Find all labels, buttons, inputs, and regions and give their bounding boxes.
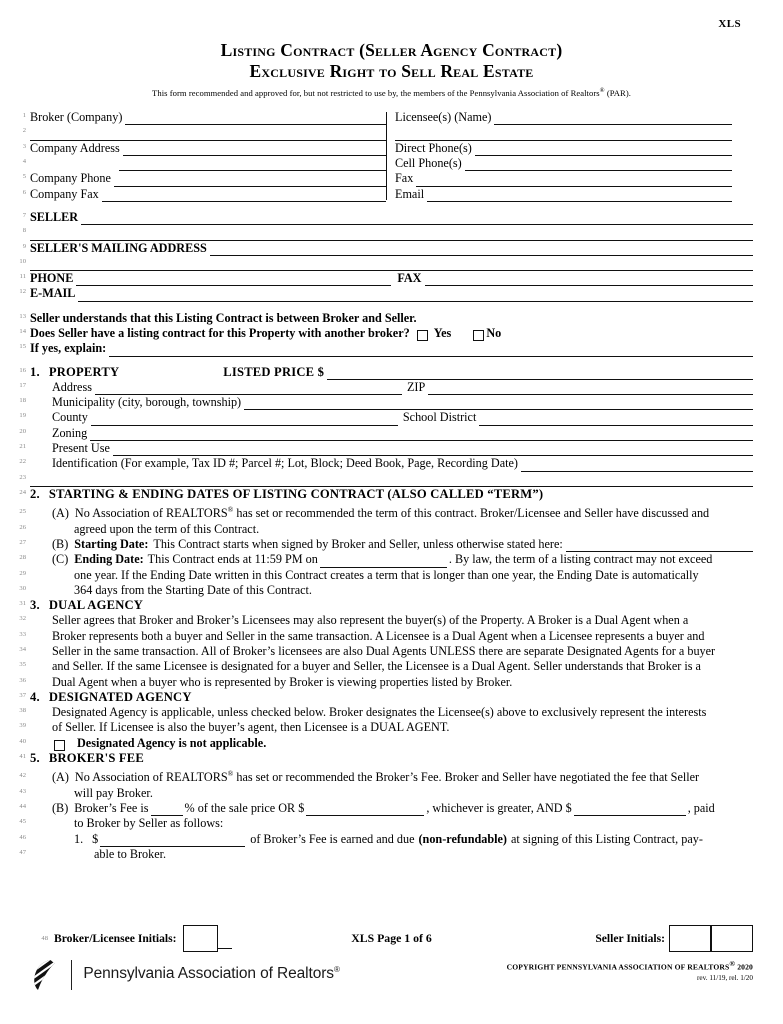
item-text: Designated Agency is applicable, unless checked below. Broker designates the Licensee(s) above to exclusively represent the interests bbox=[52, 705, 707, 720]
item-text-part2: has set or recommended the term of this contract. Broker/Licensee and Seller have discussed and bbox=[233, 506, 710, 521]
section-3-line bbox=[19, 644, 753, 659]
section-2-item-a bbox=[19, 502, 753, 521]
field-county-school-district[interactable] bbox=[19, 410, 753, 425]
section-3-heading bbox=[19, 598, 753, 613]
field-label: E-MAIL bbox=[30, 286, 76, 301]
line-number: 8 bbox=[22, 227, 26, 235]
line-number: 43 bbox=[19, 787, 26, 795]
form-approval-note-text: This form recommended and approved for, but not restricted to use by, the members of the Pennsylvania Association of Realtors bbox=[152, 88, 600, 99]
field-label: Fax bbox=[395, 171, 414, 186]
field-seller-phone-fax[interactable] bbox=[19, 271, 753, 286]
item-marker: (B) bbox=[52, 536, 69, 551]
section-5-item-b[interactable] bbox=[19, 801, 753, 816]
field-input-rule[interactable] bbox=[78, 290, 753, 302]
fee-amount-input-rule[interactable] bbox=[306, 804, 424, 816]
line-number: 30 bbox=[19, 584, 26, 592]
line-number: 16 bbox=[19, 366, 26, 374]
field-company-address-line2[interactable] bbox=[22, 156, 386, 171]
section-5-item-a bbox=[19, 766, 753, 785]
item-text-part1: Broker’s Fee is bbox=[74, 801, 149, 816]
field-seller-mailing-address-line2[interactable] bbox=[19, 256, 753, 271]
section-3-line bbox=[19, 628, 753, 644]
registered-mark-icon: ® bbox=[729, 959, 736, 968]
initials-row bbox=[30, 925, 753, 952]
field-input-rule[interactable] bbox=[125, 113, 386, 125]
page-title-line2: Exclusive Right to Sell Real Estate bbox=[249, 60, 534, 81]
line-number: 2 bbox=[22, 127, 26, 135]
field-company-phone[interactable] bbox=[22, 171, 386, 186]
field-input-rule[interactable] bbox=[90, 429, 753, 441]
licensee-column bbox=[386, 110, 732, 202]
line-number: 23 bbox=[19, 473, 26, 481]
registered-mark-icon: ® bbox=[599, 87, 605, 95]
field-label: Company Address bbox=[30, 140, 120, 155]
starting-date-input-rule[interactable] bbox=[566, 540, 753, 552]
item-marker: (C) bbox=[52, 552, 69, 567]
field-label: Address bbox=[52, 379, 92, 394]
line-number: 36 bbox=[19, 676, 26, 684]
line-number: 35 bbox=[19, 661, 26, 669]
field-input-rule[interactable] bbox=[119, 159, 386, 171]
field-label: Direct Phone(s) bbox=[395, 140, 472, 155]
line-number: 19 bbox=[19, 412, 26, 420]
field-label-zip: ZIP bbox=[406, 379, 426, 394]
field-input-rule[interactable] bbox=[113, 444, 753, 456]
registered-mark-icon: ® bbox=[227, 505, 234, 515]
line-number: 9 bbox=[22, 242, 26, 250]
question-other-broker-contract bbox=[19, 326, 753, 341]
broker-initials-rule bbox=[218, 928, 232, 949]
section-3-line bbox=[19, 659, 753, 674]
checkbox-designated-agency-not-applicable[interactable] bbox=[54, 740, 65, 751]
line-number: 27 bbox=[19, 538, 26, 546]
field-input-rule-phone[interactable] bbox=[76, 274, 391, 286]
line-number: 31 bbox=[19, 600, 26, 608]
line-number: 15 bbox=[19, 343, 26, 351]
item-text-part1: No Association of REALTORS bbox=[74, 770, 228, 785]
line-number: 34 bbox=[19, 646, 26, 653]
field-zoning[interactable] bbox=[19, 425, 753, 441]
field-identification-line2[interactable] bbox=[19, 472, 753, 487]
field-label: Company Fax bbox=[30, 186, 99, 201]
checkbox-yes[interactable] bbox=[417, 330, 428, 341]
listed-price-input-rule[interactable] bbox=[327, 368, 753, 380]
document-title-block bbox=[0, 0, 783, 98]
section-title: DUAL AGENCY bbox=[48, 598, 144, 613]
item-text: to Broker by Seller as follows: bbox=[74, 816, 224, 831]
dollar-sign: $ bbox=[92, 831, 99, 846]
section-4-line bbox=[19, 705, 753, 720]
line-number: 28 bbox=[19, 554, 26, 562]
field-broker-company[interactable] bbox=[22, 110, 386, 125]
subitem-text-part1: of Broker’s Fee is earned and due bbox=[250, 831, 415, 846]
line-number: 24 bbox=[19, 488, 26, 496]
line-number: 25 bbox=[19, 508, 26, 516]
page-title-line1: Listing Contract (Seller Agency Contract) bbox=[220, 40, 563, 60]
field-input-rule-school-district[interactable] bbox=[479, 414, 753, 426]
section-2-item-c-cont2 bbox=[19, 582, 753, 598]
section-title: BROKER'S FEE bbox=[48, 751, 144, 766]
section-4-line bbox=[19, 720, 753, 735]
field-label: Zoning bbox=[52, 425, 88, 440]
field-input-rule[interactable] bbox=[30, 229, 753, 241]
field-label: Broker (Company) bbox=[30, 110, 123, 125]
field-label: Municipality (city, borough, township) bbox=[52, 395, 242, 410]
line-number: 46 bbox=[19, 833, 26, 841]
field-input-rule[interactable] bbox=[210, 244, 753, 256]
item-text-part2: % of the sale price OR $ bbox=[184, 801, 305, 816]
checkbox-label: Designated Agency is not applicable. bbox=[77, 735, 267, 750]
line-number: 40 bbox=[19, 737, 26, 745]
field-input-rule[interactable] bbox=[465, 159, 732, 171]
form-approval-note-suffix: (PAR). bbox=[604, 88, 631, 99]
section-4-heading bbox=[19, 689, 753, 705]
line-number: 33 bbox=[19, 630, 26, 638]
field-if-yes-explain[interactable] bbox=[19, 341, 753, 356]
item-text bbox=[69, 766, 699, 785]
section-5-subitem-1-cont bbox=[19, 846, 753, 862]
line-number: 37 bbox=[19, 691, 26, 699]
line-number: 11 bbox=[19, 273, 26, 281]
section-number: 2. bbox=[30, 486, 40, 501]
item-label-bold: Starting Date: bbox=[74, 536, 149, 551]
field-input-rule[interactable] bbox=[416, 175, 732, 187]
section-2-item-c-cont1 bbox=[19, 567, 753, 583]
document-body bbox=[0, 110, 783, 862]
item-text: agreed upon the term of this Contract. bbox=[74, 521, 260, 536]
seller-initials-box-2[interactable] bbox=[711, 925, 753, 952]
section-5-item-a-cont bbox=[19, 785, 753, 801]
seller-initials-group bbox=[595, 925, 753, 952]
item-text: Dual Agent when a buyer who is represented by Broker is viewing properties listed by Broker. bbox=[52, 674, 513, 689]
broker-column bbox=[22, 110, 386, 202]
item-text: and Seller. If the same Licensee is designated for a buyer and Seller, the Licensee is a Dual Agent. Seller understands that Broker is a bbox=[52, 659, 701, 674]
line-number: 41 bbox=[19, 753, 26, 761]
line-number: 29 bbox=[19, 569, 26, 577]
field-municipality[interactable] bbox=[19, 395, 753, 410]
item-text-part3: , whichever is greater, AND $ bbox=[426, 801, 572, 816]
subitem-text: able to Broker. bbox=[94, 846, 167, 861]
section-5-item-b-cont bbox=[19, 816, 753, 831]
line-number: 45 bbox=[19, 818, 26, 826]
field-input-rule[interactable] bbox=[123, 144, 386, 156]
listed-price-label: LISTED PRICE $ bbox=[223, 364, 325, 379]
field-input-rule[interactable] bbox=[244, 398, 753, 410]
field-property-address[interactable] bbox=[19, 379, 753, 395]
field-company-fax[interactable] bbox=[22, 186, 386, 202]
line-number: 32 bbox=[19, 615, 26, 623]
seller-initials-box-1[interactable] bbox=[669, 925, 711, 952]
field-label-fax: FAX bbox=[397, 271, 422, 286]
subitem-marker: 1. bbox=[74, 831, 84, 846]
line-number: 3 bbox=[22, 142, 26, 150]
page-footer bbox=[0, 925, 783, 992]
item-text-part2: . By law, the term of a listing contract may not exceed bbox=[448, 552, 713, 567]
section-number: 3. bbox=[30, 598, 40, 613]
field-label-school-district: School District bbox=[402, 410, 477, 425]
field-label: Identification (For example, Tax ID #; Parcel #; Lot, Block; Deed Book, Page, Recording Date) bbox=[52, 456, 518, 471]
fee-percent-input-rule[interactable] bbox=[151, 804, 183, 816]
subitem-text-part2: at signing of this Listing Contract, pay- bbox=[510, 831, 703, 846]
column-divider bbox=[386, 112, 387, 200]
field-licensee-name-line2[interactable] bbox=[395, 125, 732, 140]
item-text: one year. If the Ending Date written in this Contract creates a term that is longer than one year, the Ending Date is automatically bbox=[74, 567, 699, 582]
line-number: 4 bbox=[22, 158, 26, 166]
line-number: 22 bbox=[19, 458, 26, 466]
section-number: 5. bbox=[30, 751, 40, 766]
logo-wordmark bbox=[83, 965, 339, 983]
section-4-checkbox-row[interactable] bbox=[19, 735, 753, 751]
field-identification[interactable] bbox=[19, 456, 753, 471]
item-text: 364 days from the Starting Date of this Contract. bbox=[74, 582, 312, 597]
broker-initials-box[interactable] bbox=[183, 925, 218, 952]
copyright-year: 2020 bbox=[735, 962, 753, 972]
line-number: 48 bbox=[41, 935, 48, 942]
item-text: Seller agrees that Broker and Broker’s Licensees may also represent the buyer(s) of the Property. A Broker is a Dual Agent when a bbox=[52, 613, 689, 628]
field-input-rule-zip[interactable] bbox=[428, 383, 753, 395]
field-input-rule[interactable] bbox=[395, 129, 732, 141]
checkbox-yes-label: Yes bbox=[433, 326, 452, 340]
line-number: 12 bbox=[19, 288, 26, 296]
field-licensee-name[interactable] bbox=[395, 110, 732, 125]
line-number: 13 bbox=[19, 312, 26, 320]
line-number: 5 bbox=[22, 173, 26, 181]
line-number: 7 bbox=[22, 211, 26, 219]
section-2-item-a-cont bbox=[19, 521, 753, 537]
checkbox-no[interactable] bbox=[473, 330, 484, 341]
field-label: Email bbox=[395, 186, 425, 201]
field-input-rule[interactable] bbox=[427, 190, 732, 202]
revision-label: rev. 11/19, rel. 1/20 bbox=[697, 973, 753, 982]
logo-wordmark-text: Pennsylvania Association of Realtors bbox=[83, 965, 334, 983]
section-title: DESIGNATED AGENCY bbox=[48, 689, 192, 704]
field-seller[interactable] bbox=[22, 209, 753, 225]
section-5-heading bbox=[19, 751, 753, 766]
field-label: If yes, explain: bbox=[30, 341, 107, 356]
item-label-bold: Ending Date: bbox=[74, 552, 144, 567]
item-text: Seller in the same transaction. All of Broker’s licensees are also Dual Agents UNLESS there are separate Designated Agents for a buyer bbox=[52, 644, 716, 658]
field-input-rule[interactable] bbox=[30, 475, 753, 487]
field-label: County bbox=[52, 410, 88, 425]
section-number: 1. bbox=[30, 364, 40, 379]
line-number: 6 bbox=[22, 188, 26, 196]
item-text-part2: has set or recommended the Broker’s Fee. Broker and Seller have negotiated the fee that Seller bbox=[233, 770, 700, 785]
item-text: will pay Broker. bbox=[74, 785, 153, 800]
keystone-logo-icon bbox=[30, 958, 64, 992]
field-label-phone: PHONE bbox=[30, 271, 74, 286]
item-marker: (A) bbox=[52, 770, 69, 785]
copyright-text: COPYRIGHT PENNSYLVANIA ASSOCIATION OF REALTORS bbox=[506, 962, 730, 972]
section-3-line bbox=[19, 674, 753, 690]
nonrefundable-amount-input-rule[interactable] bbox=[100, 835, 245, 847]
question-text: Does Seller have a listing contract for this Property with another broker? bbox=[30, 326, 410, 340]
item-marker: (A) bbox=[52, 506, 69, 521]
broker-licensee-header bbox=[22, 110, 753, 202]
field-direct-phones[interactable] bbox=[395, 141, 732, 156]
registered-mark-icon: ® bbox=[227, 769, 234, 779]
line-number: 44 bbox=[19, 803, 26, 811]
field-input-rule-county[interactable] bbox=[91, 414, 398, 426]
logo-divider bbox=[71, 960, 72, 990]
field-seller-mailing-address[interactable] bbox=[22, 240, 753, 256]
ending-date-input-rule[interactable] bbox=[320, 556, 447, 568]
field-input-rule[interactable] bbox=[30, 259, 753, 271]
field-input-rule[interactable] bbox=[494, 113, 732, 125]
fee-additional-input-rule[interactable] bbox=[574, 804, 686, 816]
line-number: 18 bbox=[19, 397, 26, 405]
statement-text: Seller understands that this Listing Contract is between Broker and Seller. bbox=[30, 310, 417, 325]
form-code-label: XLS bbox=[718, 18, 741, 30]
field-company-address[interactable] bbox=[22, 140, 386, 156]
item-text-part1: This Contract ends at 11:59 PM on bbox=[147, 552, 318, 567]
registered-mark-icon: ® bbox=[333, 965, 340, 975]
field-input-rule[interactable] bbox=[30, 129, 386, 141]
item-text: This Contract starts when signed by Broker and Seller, unless otherwise stated here: bbox=[153, 536, 563, 551]
form-approval-note bbox=[0, 87, 783, 98]
field-label: Present Use bbox=[52, 441, 110, 456]
line-number: 20 bbox=[19, 427, 26, 435]
section-number: 4. bbox=[30, 689, 40, 704]
section-1-heading bbox=[19, 364, 753, 380]
line-number: 1 bbox=[22, 112, 26, 120]
item-marker: (B) bbox=[52, 801, 69, 816]
field-label: Company Phone bbox=[30, 171, 111, 186]
item-text: of Seller. If Licensee is also the buyer’s agent, then Licensee is a DUAL AGENT. bbox=[52, 720, 450, 735]
field-broker-fax[interactable] bbox=[395, 171, 732, 186]
checkbox-no-label: No bbox=[486, 326, 502, 340]
broker-initials-label: Broker/Licensee Initials: bbox=[54, 932, 177, 945]
field-present-use[interactable] bbox=[19, 441, 753, 456]
section-3-line bbox=[19, 613, 753, 628]
line-number: 42 bbox=[19, 772, 26, 780]
line-number: 14 bbox=[19, 328, 26, 335]
field-broker-email[interactable] bbox=[395, 187, 732, 202]
field-label: Cell Phone(s) bbox=[395, 156, 462, 171]
section-5-subitem-1[interactable] bbox=[19, 831, 753, 847]
section-title: STARTING & ENDING DATES OF LISTING CONTRACT (ALSO CALLED “TERM”) bbox=[48, 486, 544, 501]
field-label: Licensee(s) (Name) bbox=[395, 110, 492, 125]
line-number: 10 bbox=[19, 257, 26, 265]
field-seller-line2[interactable] bbox=[22, 225, 753, 240]
line-number: 47 bbox=[19, 848, 26, 856]
field-seller-email[interactable] bbox=[19, 286, 753, 301]
item-text-part4: , paid bbox=[687, 801, 715, 816]
field-input-rule-address[interactable] bbox=[95, 383, 402, 395]
section-title: PROPERTY bbox=[48, 364, 120, 379]
field-input-rule-fax[interactable] bbox=[425, 274, 754, 286]
statement-seller-understands bbox=[19, 310, 753, 326]
line-number: 21 bbox=[19, 443, 26, 451]
field-input-rule[interactable] bbox=[102, 190, 386, 202]
line-number: 17 bbox=[19, 381, 26, 389]
line-number: 38 bbox=[19, 707, 26, 715]
field-broker-company-line2[interactable] bbox=[22, 125, 386, 140]
field-input-rule[interactable] bbox=[475, 144, 732, 156]
line-number: 39 bbox=[19, 722, 26, 730]
field-label: SELLER bbox=[30, 209, 79, 224]
section-2-item-b[interactable] bbox=[19, 536, 753, 552]
item-text: Broker represents both a buyer and Seller in the same transaction. A Licensee is a Dual Agent when a Licensee represents a buyer and bbox=[52, 628, 705, 643]
item-text-part1: No Association of REALTORS bbox=[74, 506, 228, 521]
section-2-heading bbox=[19, 486, 753, 502]
subitem-text-bold: (non-refundable) bbox=[418, 831, 507, 846]
page-number-label: XLS Page 1 of 6 bbox=[351, 931, 432, 945]
seller-initials-label: Seller Initials: bbox=[595, 932, 665, 945]
field-input-rule[interactable] bbox=[81, 213, 753, 225]
field-label: SELLER'S MAILING ADDRESS bbox=[30, 240, 207, 255]
field-input-rule[interactable] bbox=[114, 175, 386, 187]
item-text bbox=[69, 502, 709, 521]
field-cell-phones[interactable] bbox=[395, 156, 732, 171]
field-input-rule[interactable] bbox=[521, 460, 753, 472]
section-2-item-c[interactable] bbox=[19, 552, 753, 567]
line-number: 26 bbox=[19, 523, 26, 531]
field-input-rule[interactable] bbox=[109, 345, 753, 357]
